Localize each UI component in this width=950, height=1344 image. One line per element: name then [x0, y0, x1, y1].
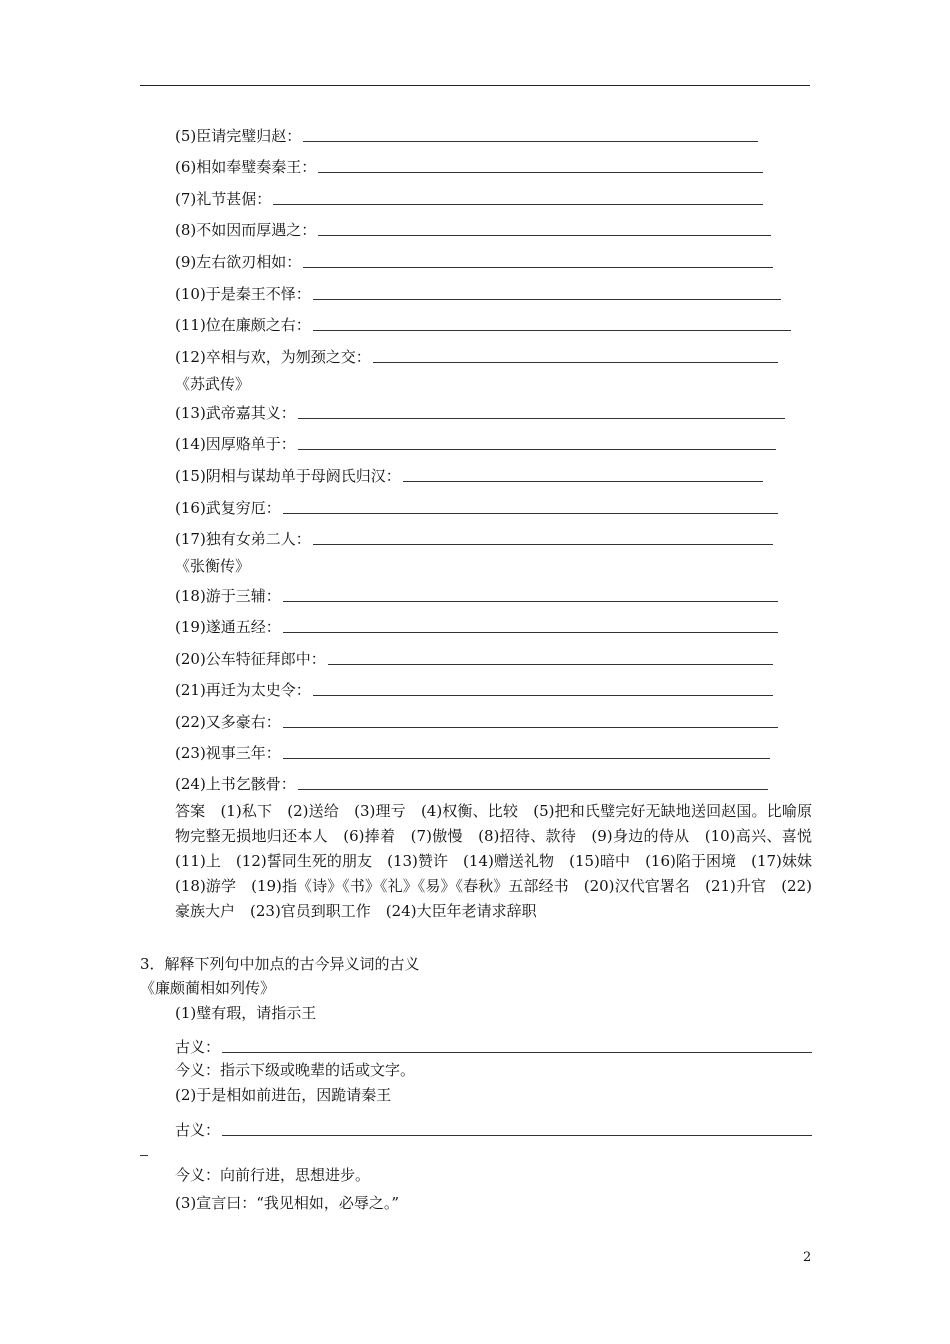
question-item — [175, 641, 773, 669]
gu-yi-line — [175, 1029, 812, 1057]
question-label: (22)又多豪右： — [175, 713, 281, 731]
question-item — [175, 395, 785, 423]
question-sentence: (2)于是相如前进缶，因跪请秦王 — [175, 1086, 392, 1104]
answer-blank[interactable] — [403, 467, 763, 482]
answer-blank[interactable] — [283, 744, 770, 759]
question-item — [175, 766, 768, 794]
answer-blank[interactable] — [303, 127, 758, 142]
section-heading: 《张衡传》 — [175, 557, 251, 575]
question-item — [175, 212, 771, 240]
jin-yi-text: 今义：向前行进，思想进步。 — [175, 1166, 371, 1184]
gu-yi-line — [175, 1112, 812, 1140]
answer-blank[interactable] — [283, 618, 778, 633]
question-item — [175, 339, 778, 367]
answer-blank[interactable] — [283, 499, 778, 514]
jin-yi-text: 今义：指示下级或晚辈的话或文字。 — [175, 1061, 416, 1079]
question-label: (8)不如因而厚遇之： — [175, 221, 317, 239]
question-label: (14)因厚赂单于： — [175, 435, 296, 453]
answer-blank[interactable] — [283, 587, 778, 602]
question-label: (11)位在廉颇之右： — [175, 316, 311, 334]
answer-blank[interactable] — [318, 158, 763, 173]
answer-blank[interactable] — [298, 435, 776, 450]
answer-blank[interactable] — [318, 221, 771, 236]
question-label: (23)视事三年： — [175, 744, 281, 762]
stray-dash — [140, 1155, 148, 1156]
question-label: (17)独有女弟二人： — [175, 530, 311, 548]
answer-blank[interactable] — [313, 681, 773, 696]
answer-blank[interactable] — [313, 285, 781, 300]
answer-text: 答案 (1)私下 (2)送给 (3)理亏 (4)权衡、比较 (5)把和氏璧完好无缺地送回赵国。比喻原物完整无损地归还本人 (6)捧着 (7)傲慢 (8)招待、款待 (9)身边的侍从 (10)高兴、喜悦 (11)上 (12)誓同生死的朋友 (13)赞许 (14)赠送礼物 (15)暗中 (16)陷于困境 (17)妹妹 (18)游学 (19)指《诗》《书》《礼》《易》《春秋》五部经书 (20)汉代官署名 (21)升官 (22)豪族大户 (23)官员到职工作 (24)大臣年老请求辞职 — [175, 802, 828, 920]
question-item — [175, 672, 773, 700]
question-item — [175, 609, 778, 637]
question-item — [175, 735, 770, 763]
answer-blank[interactable] — [313, 316, 791, 331]
question-item — [175, 578, 778, 606]
question-item — [175, 704, 778, 732]
gu-yi-label: 古义： — [175, 1121, 221, 1139]
question-item — [175, 426, 776, 454]
gu-yi-label: 古义： — [175, 1038, 221, 1056]
question-label: (6)相如奉璧奏秦王： — [175, 158, 317, 176]
question-title: 3．解释下列句中加点的古今异义词的古义 — [140, 955, 420, 973]
answer-blank[interactable] — [373, 348, 778, 363]
question-label: (19)遂通五经： — [175, 618, 281, 636]
answer-blank[interactable] — [303, 253, 773, 268]
question-sentence: (3)宣言曰：“我见相如，必辱之。” — [175, 1194, 400, 1212]
answer-blank[interactable] — [328, 650, 773, 665]
question-item — [175, 307, 791, 335]
question-item — [175, 118, 758, 146]
question-label: (18)游于三辅： — [175, 587, 281, 605]
question-label: (15)阴相与谋劫单于母阏氏归汉： — [175, 467, 401, 485]
header-rule — [140, 85, 810, 86]
answer-blank[interactable] — [283, 713, 778, 728]
question-item — [175, 181, 763, 209]
question-label: (5)臣请完璧归赵： — [175, 127, 302, 145]
source-title: 《廉颇蔺相如列传》 — [140, 979, 276, 997]
answer-blank[interactable] — [222, 1121, 812, 1136]
answer-blank[interactable] — [298, 775, 768, 790]
question-item — [175, 458, 763, 486]
question-label: (9)左右欲刃相如： — [175, 253, 302, 271]
question-label: (7)礼节甚倨： — [175, 190, 272, 208]
question-label: (21)再迁为太史令： — [175, 681, 311, 699]
question-item — [175, 149, 763, 177]
question-label: (10)于是秦王不怿： — [175, 285, 311, 303]
question-item — [175, 276, 781, 304]
question-item — [175, 521, 773, 549]
question-label: (12)卒相与欢，为刎颈之交： — [175, 348, 371, 366]
question-sentence: (1)璧有瑕，请指示王 — [175, 1004, 317, 1022]
answer-blank[interactable] — [273, 190, 763, 205]
question-label: (20)公车特征拜郎中： — [175, 650, 326, 668]
question-label: (13)武帝嘉其义： — [175, 404, 296, 422]
answer-blank[interactable] — [313, 530, 773, 545]
section-heading: 《苏武传》 — [175, 375, 251, 393]
answer-blank[interactable] — [298, 404, 785, 419]
page-number: 2 — [803, 1250, 812, 1265]
answer-blank[interactable] — [222, 1038, 812, 1053]
question-label: (24)上书乞骸骨： — [175, 775, 296, 793]
question-label: (16)武复穷厄： — [175, 499, 281, 517]
question-item — [175, 244, 773, 272]
question-item — [175, 490, 778, 518]
